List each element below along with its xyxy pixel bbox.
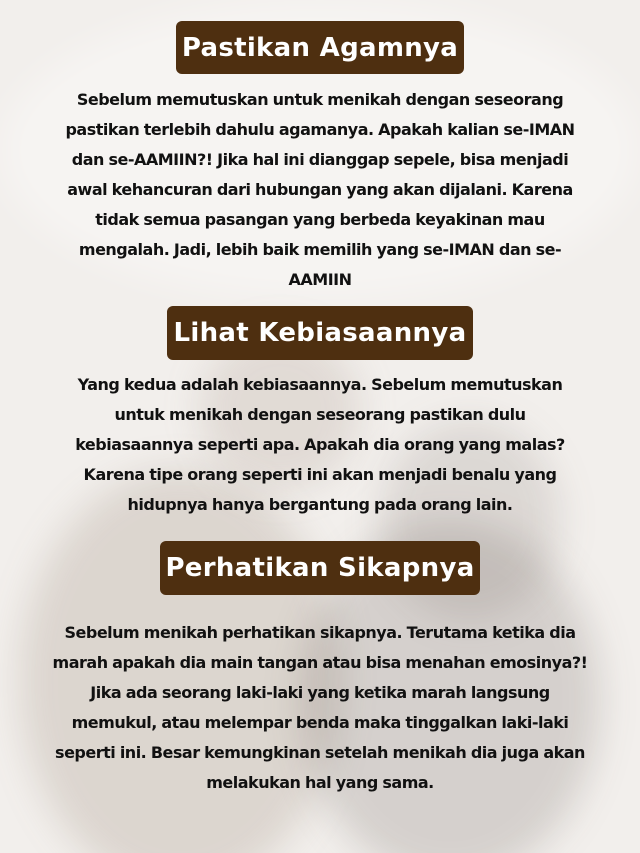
section-heading-agama: Pastikan Agamnya bbox=[176, 21, 464, 74]
section-heading-kebiasaan: Lihat Kebiasaannya bbox=[167, 306, 473, 360]
section-body-kebiasaan: Yang kedua adalah kebiasaannya. Sebelum memutuskan untuk menikah dengan seseorang pastikan dulu kebiasaannya seperti apa. Apakah dia orang yang malas? Karena tipe orang seperti ini akan menjadi benalu yang hidupnya hanya bergantung pada orang lain. bbox=[75, 375, 565, 514]
section-body-agama: Sebelum memutuskan untuk menikah dengan seseorang pastikan terlebih dahulu agamanya. Apakah kalian se-IMAN dan se-AAMIIN?! Jika hal ini dianggap sepele, bisa menjadi awal kehancuran dari hubungan yang akan dijalani. Karena tidak semua pasangan yang berbeda keyakinan mau mengalah. Jadi, lebih baik memilih yang se-IMAN dan se-AAMIIN bbox=[65, 90, 575, 289]
section-heading-sikap: Perhatikan Sikapnya bbox=[160, 541, 480, 595]
section-body-sikap: Sebelum menikah perhatikan sikapnya. Terutama ketika dia marah apakah dia main tangan atau bisa menahan emosinya?! Jika ada seorang laki-laki yang ketika marah langsung memukul, atau melempar benda maka tinggalkan laki-laki seperti ini. Besar kemungkinan setelah menikah dia juga akan melakukan hal yang sama. bbox=[52, 623, 588, 792]
